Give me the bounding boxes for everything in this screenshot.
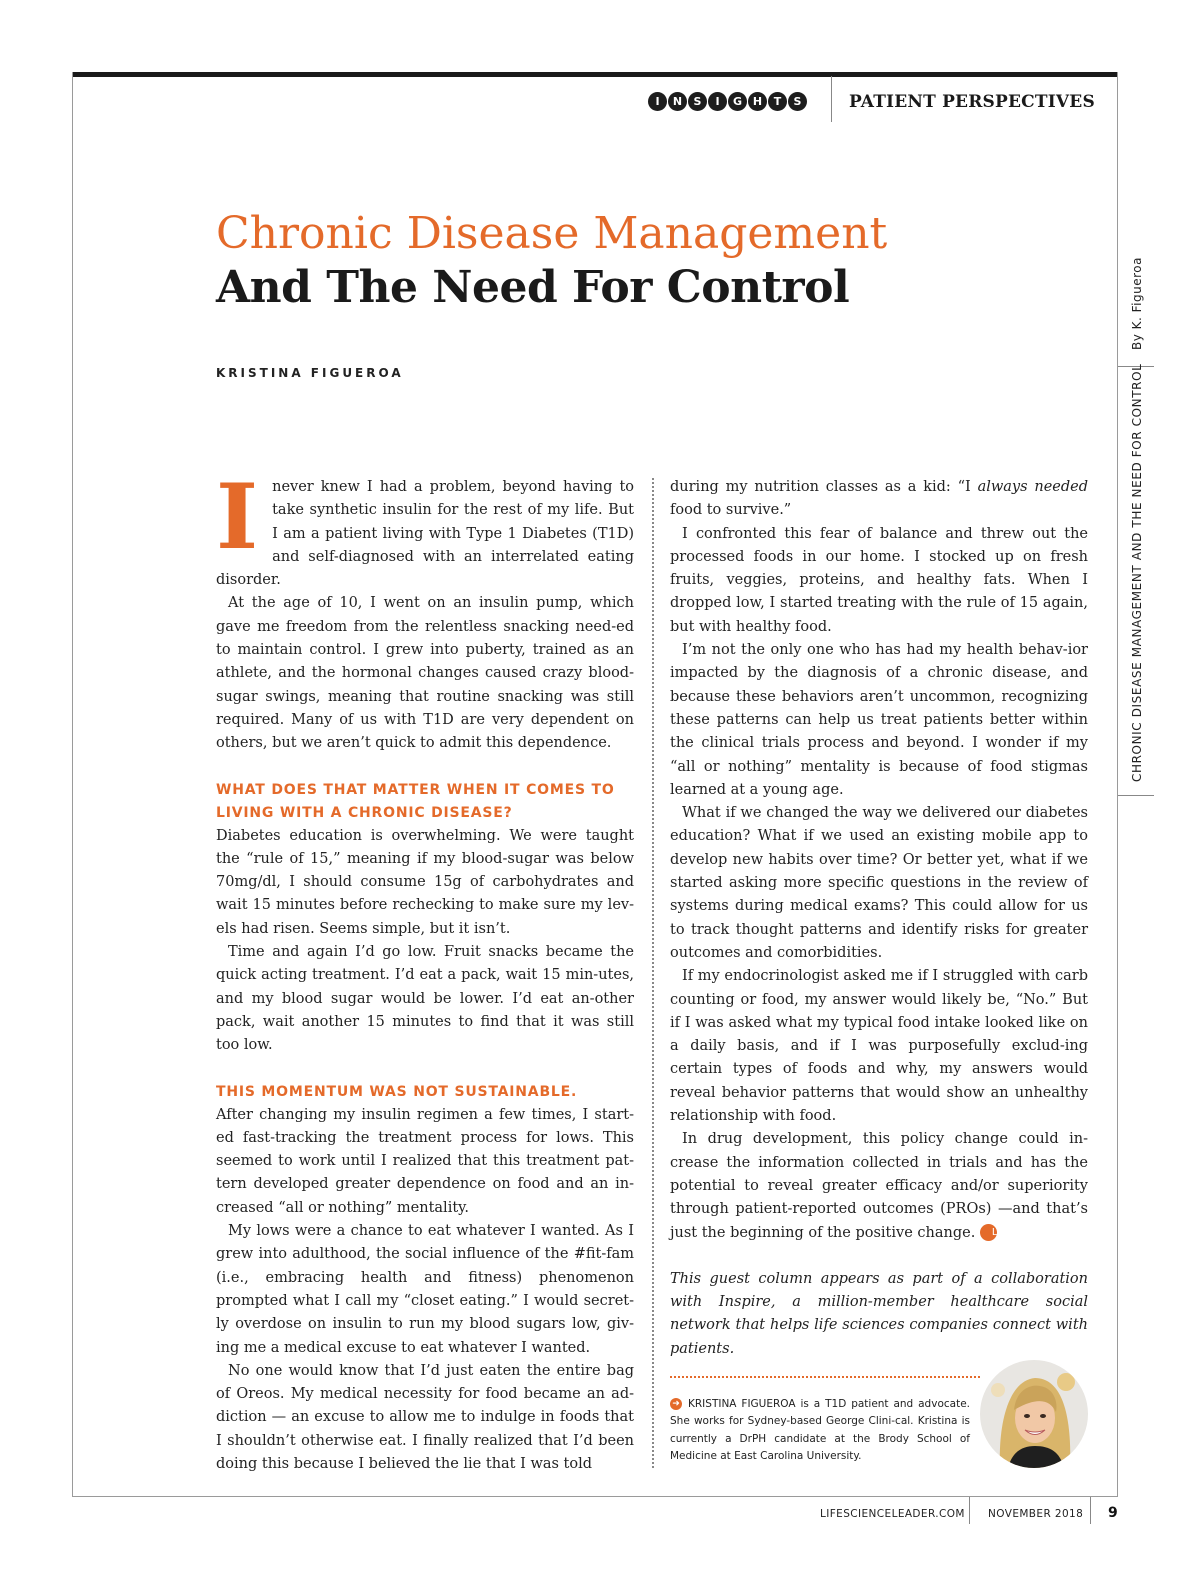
paragraph: Time and again I’d go low. Fruit snacks became the quick acting treatment. I’d eat a pack, wait 15 min-utes, and my blood sugar would be lower. I’d eat an-other pack, wait another 15 minutes to find that it was still too low. [216,944,634,1054]
author-byline: KRISTINA FIGUEROA [216,366,404,380]
footer-date: NOVEMBER 2018 [988,1508,1084,1520]
footer-divider [969,1497,970,1524]
subheading: THIS MOMENTUM WAS NOT SUSTAINABLE. [216,1083,578,1100]
section-label: PATIENT PERSPECTIVES [849,92,1095,112]
right-border [1117,72,1118,1497]
paragraph [670,476,1088,523]
article-column-1 [216,464,634,1476]
footer-site: LIFESCIENCELEADER.COM [820,1508,965,1520]
header-divider [831,76,832,122]
insights-letter: I [708,92,727,111]
sidebar-running-title: CHRONIC DISEASE MANAGEMENT AND THE NEED FOR CONTROL [1130,363,1144,782]
insights-letter: H [748,92,767,111]
bio-divider [670,1376,980,1378]
insights-letter: S [788,92,807,111]
author-photo [980,1360,1088,1468]
guest-column-note: This guest column appears as part of a collaboration with Inspire, a million-member healthcare social network that helps life sciences companies connect with patients. [670,1270,1088,1357]
bio-text: KRISTINA FIGUEROA is a T1D patient and advocate. She works for Sydney-based George Clini-cal. Kristina is currently a DrPH candidate at the Brody School of Medicine at East Carolina University. [670,1398,970,1462]
paragraph: What if we changed the way we delivered our diabetes education? What if we used an existing mobile app to develop new habits over time? Or better yet, what if we started asking more specific questions in the review of systems during medical exams? This could allow for us to track thought patterns and identify risks for greater outcomes and comorbidities. [670,805,1088,961]
paragraph: If my endocrinologist asked me if I struggled with carb counting or food, my answer would likely be, “No.” But if I was asked what my typical food intake looked like on a daily basis, and if I was purposefully exclud-ing certain types of foods and why, my answers would reveal behavior patterns that would show an unhealthy relationship with food. [670,968,1088,1125]
paragraph: At the age of 10, I went on an insulin pump, which gave me freedom from the relentless snacking need-ed to maintain control. I grew into puberty, trained as an athlete, and the hormonal changes caused crazy blood-sugar swings, meaning that routine snacking was still required. Many of us with T1D are very dependent on others, but we aren’t quick to admit this dependence. [216,595,634,752]
title-line-1: Chronic Disease Management [216,208,888,259]
paragraph-text: never knew I had a problem, beyond having to take synthetic insulin for the rest of my life. But I am a patient living with Type 1 Diabetes (T1D) and self-diagnosed with an interrelated eating disorder. [216,479,634,589]
insights-letter: T [768,92,787,111]
insights-letter: S [688,92,707,111]
insights-logo [648,92,807,111]
insights-letter: G [728,92,747,111]
footer-divider [1090,1497,1091,1524]
paragraph [670,1128,1088,1244]
paragraph: After changing my insulin regimen a few times, I start-ed fast-tracking the treatment process for lows. This seemed to work until I realized that this treatment pat-tern developed greater dependence on food and an in-creased “all or nothing” mentality. [216,1106,634,1216]
page-number: 9 [1108,1505,1118,1521]
title-line-2: And The Need For Control [216,262,850,313]
paragraph-text: food to survive.” [670,502,792,519]
top-rule [72,72,1118,77]
paragraph: I confronted this fear of balance and threw out the processed foods in our home. I stocked up on fresh fruits, veggies, proteins, and healthy fats. When I dropped low, I started treating with the rule of 15 again, but with healthy food. [670,525,1088,635]
insights-letter: I [648,92,667,111]
end-mark-icon: L [980,1224,997,1241]
emphasis-text: always needed [977,479,1089,495]
paragraph: Diabetes education is overwhelming. We were taught the “rule of 15,” meaning if my blood-sugar was below 70mg/dl, I should consume 15g of carbohydrates and wait 15 minutes before rechecking to make sure my lev-els had risen. Seems simple, but it isn’t. [216,827,634,937]
paragraph-text: In drug development, this policy change could in-crease the information collected in trials and has the potential to reveal greater efficacy and/or superiority through patient-reported outcomes (PROs) —and that’s just the beginning of the positive change. [670,1131,1088,1241]
author-bio [670,1396,970,1465]
article-column-2 [670,476,1088,1361]
paragraph: No one would know that I’d just eaten the entire bag of Oreos. My medical necessity for food became an ad-diction — an excuse to allow me to indulge in foods that I shouldn’t otherwise eat. I finally realized that I’d been doing this because I believed the lie that I was told [216,1362,634,1472]
paragraph-text: during my nutrition classes as a kid: “I [670,479,978,495]
subheading: WHAT DOES THAT MATTER WHEN IT COMES TO LIVING WITH A CHRONIC DISEASE? [216,781,615,821]
author-portrait-icon [980,1360,1088,1468]
insights-letter: N [668,92,687,111]
sidebar-byline: By K. Figueroa [1130,257,1144,350]
paragraph [216,464,634,592]
left-border [72,72,73,1497]
arrow-right-icon: ➜ [670,1398,682,1410]
drop-cap: I [216,464,259,570]
paragraph: I’m not the only one who has had my health behav-ior impacted by the diagnosis of a chronic disease, and because these behaviors aren’t uncommon, recognizing these patterns can help us treat patients better within the clinical trials process and beyond. I wonder if my “all or nothing” mentality is because of food stigmas learned at a young age. [670,642,1088,798]
column-divider [652,478,654,1468]
paragraph: My lows were a chance to eat whatever I wanted. As I grew into adulthood, the social influence of the #fit-fam (i.e., embracing health and fitness) phenomenon prompted what I call my “closet eating.” I would secret-ly overdose on insulin to run my blood sugars low, giv-ing me a medical excuse to eat whatever I wanted. [216,1223,634,1356]
bottom-border [72,1496,1118,1497]
sidebar-divider [1118,795,1154,796]
